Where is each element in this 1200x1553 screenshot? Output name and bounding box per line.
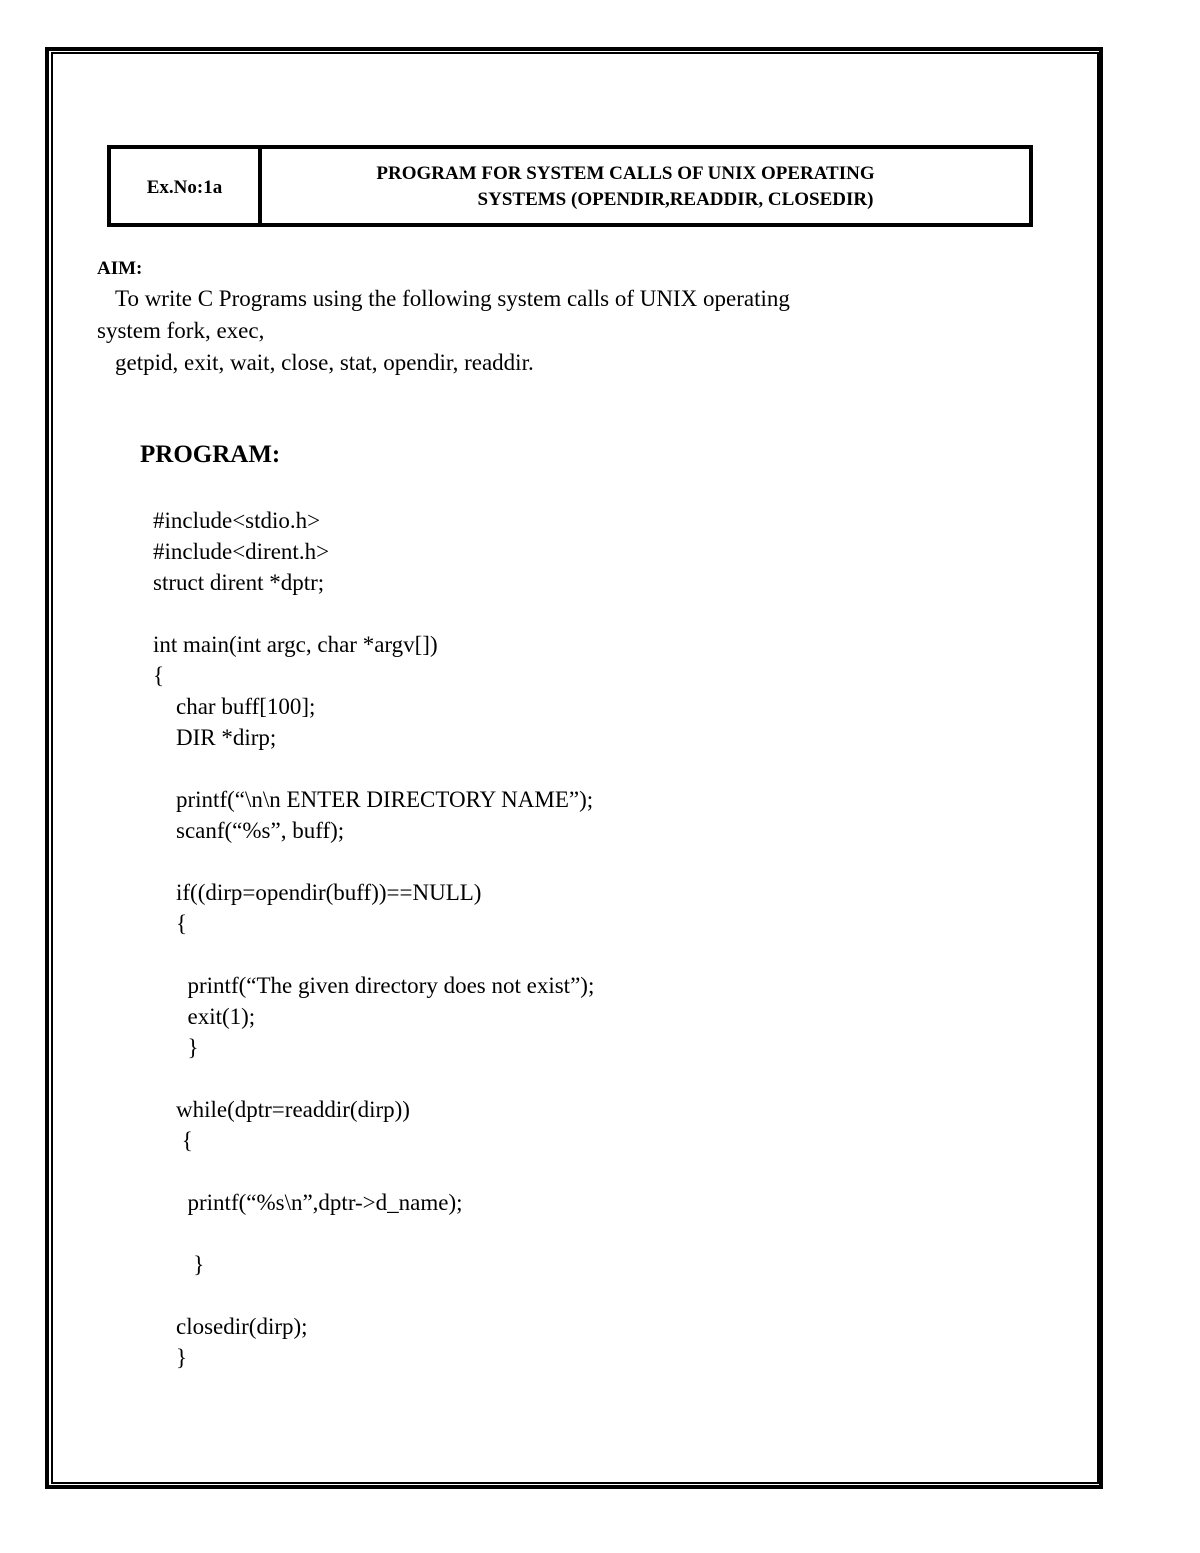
code-line	[153, 753, 594, 784]
code-line	[153, 598, 594, 629]
aim-text-line-3: getpid, exit, wait, close, stat, opendir, readdir.	[115, 350, 534, 375]
code-line: char buff[100];	[153, 694, 316, 719]
exercise-header	[107, 145, 1033, 227]
aim-heading: AIM:	[97, 258, 143, 279]
code-line: while(dptr=readdir(dirp))	[153, 1097, 410, 1122]
exercise-title-line-2: SYSTEMS (OPENDIR,READDIR, CLOSEDIR)	[477, 189, 874, 210]
code-line: {	[153, 663, 165, 688]
code-line	[153, 1280, 594, 1311]
exercise-title-line-1: PROGRAM FOR SYSTEM CALLS OF UNIX OPERATING	[376, 163, 875, 184]
code-line: struct dirent *dptr;	[153, 570, 325, 595]
code-line: }	[153, 1345, 188, 1370]
code-line: {	[153, 911, 188, 936]
code-line: if((dirp=opendir(buff))==NULL)	[153, 880, 482, 905]
code-line: int main(int argc, char *argv[])	[153, 632, 438, 657]
aim-text-line-2: system fork, exec,	[97, 318, 265, 343]
code-line: scanf(“%s”, buff);	[153, 818, 345, 843]
code-line: DIR *dirp;	[153, 725, 277, 750]
program-code-block	[153, 505, 594, 1373]
code-line: printf(“The given directory does not exist”);	[153, 973, 595, 998]
aim-text	[97, 283, 957, 379]
code-line	[153, 939, 594, 970]
code-line: printf(“\n\n ENTER DIRECTORY NAME”);	[153, 787, 594, 812]
code-line	[153, 1218, 594, 1249]
code-line: {	[153, 1128, 193, 1153]
code-line: #include<stdio.h>	[153, 508, 321, 533]
program-heading: PROGRAM:	[140, 441, 281, 468]
exercise-title	[262, 149, 1029, 223]
code-line: closedir(dirp);	[153, 1314, 308, 1339]
code-line: }	[153, 1035, 199, 1060]
code-line	[153, 846, 594, 877]
code-line: exit(1);	[153, 1004, 256, 1029]
code-line: }	[153, 1252, 205, 1277]
code-line	[153, 1063, 594, 1094]
exercise-number: Ex.No:1a	[111, 149, 262, 223]
code-line: printf(“%s\n”,dptr->d_name);	[153, 1190, 463, 1215]
aim-text-line-1: To write C Programs using the following system calls of UNIX operating	[115, 286, 790, 311]
code-line: #include<dirent.h>	[153, 539, 330, 564]
code-line	[153, 1156, 594, 1187]
